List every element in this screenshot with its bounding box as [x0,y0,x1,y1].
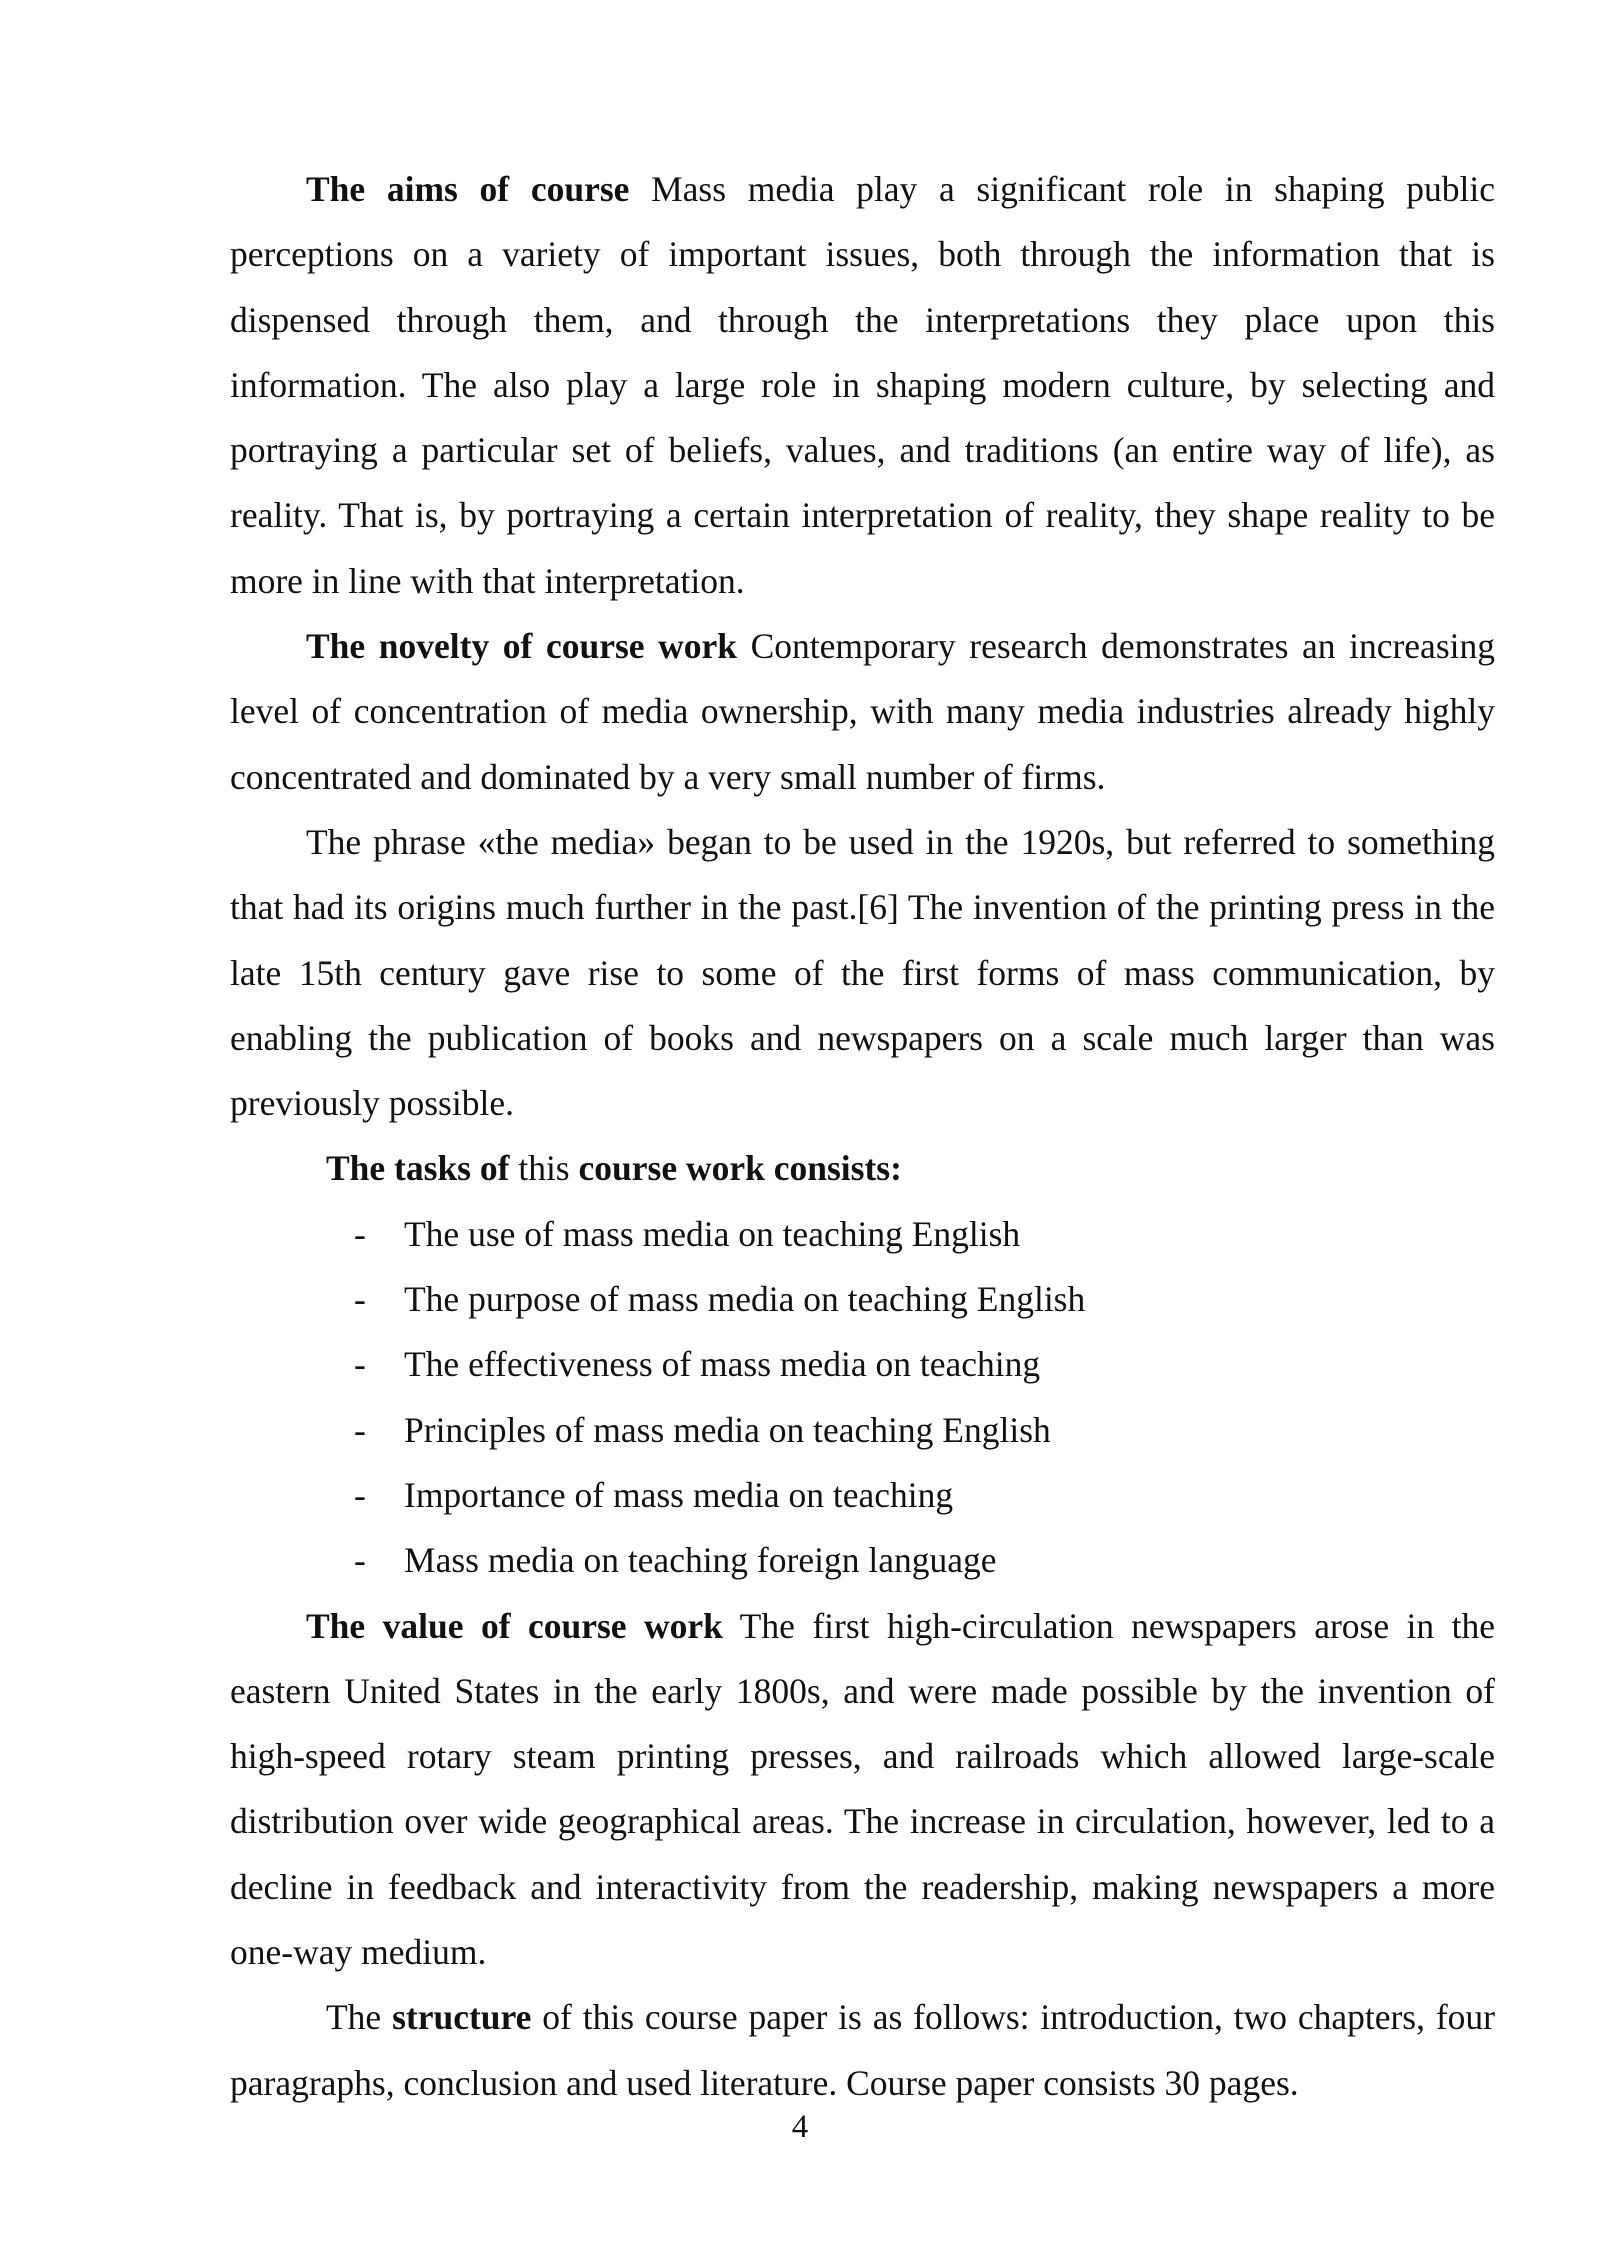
tasks-heading-a: The tasks of [326,1148,510,1189]
value-paragraph [230,1594,1495,1986]
list-item-text: The use of mass media on teaching English [404,1213,1021,1254]
list-item-text: Mass media on teaching foreign language [404,1540,997,1581]
list-item-text: The purpose of mass media on teaching English [404,1279,1086,1320]
list-item-text: Principles of mass media on teaching English [404,1409,1051,1450]
structure-paragraph [230,1985,1495,2116]
novelty-text: Contemporary research demonstrates an increasing level of concentration of media ownership, with many media industries already highly concentrated and dominated by a very small number of firms. [230,626,1495,797]
value-text: The first high-circulation newspapers arose in the eastern United States in the early 1800s, and were made possible by the invention of high-speed rotary steam printing presses, and railroads which allowed large-scale distribution over wide geographical areas. The increase in circulation, however, led to a decline in feedback and interactivity from the readership, making newspapers a more one-way medium. [230,1605,1495,1973]
value-heading: The value of course work [306,1605,723,1646]
dash-marker: - [354,1344,366,1385]
media-history-text: The phrase «the media» began to be used in the 1920s, but referred to something that had its origins much further in the past.[6] The invention of the printing press in the late 15th century gave rise to some of the first forms of mass communication, by enabling the publication of books and newspapers on a scale much larger than was previously possible. [230,821,1495,1124]
list-item [230,1267,1495,1332]
list-item-text: Importance of mass media on teaching [404,1474,954,1515]
dash-marker: - [354,1213,366,1254]
dash-marker: - [354,1409,366,1450]
list-item [230,1463,1495,1528]
media-history-paragraph [230,810,1495,1136]
tasks-list [230,1202,1495,1594]
list-item [230,1528,1495,1593]
list-item-text: The effectiveness of mass media on teaching [404,1344,1041,1385]
tasks-heading-mid: this [509,1148,579,1189]
list-item [230,1202,1495,1267]
novelty-paragraph [230,614,1495,810]
body-text [230,157,1495,2116]
dash-marker: - [354,1279,366,1320]
novelty-heading: The novelty of course work [306,626,738,667]
aims-paragraph [230,157,1495,614]
dash-marker: - [354,1474,366,1515]
list-item [230,1398,1495,1463]
tasks-heading [230,1136,1495,1201]
structure-text: of this course paper is as follows: introduction, two chapters, four paragraphs, conclusion and used literature. Course paper consists 30 pages. [230,1997,1495,2103]
structure-heading: structure [392,1997,532,2038]
structure-pre: The [326,1997,393,2038]
list-item [230,1332,1495,1397]
aims-text: Mass media play a significant role in shaping public perceptions on a variety of important issues, both through the information that is dispensed through them, and through the interpretations they place upon this information. The also play a large role in shaping modern culture, by selecting and portraying a particular set of beliefs, values, and traditions (an entire way of life), as reality. That is, by portraying a certain interpretation of reality, they shape reality to be more in line with that interpretation. [230,169,1495,601]
dash-marker: - [354,1540,366,1581]
aims-heading: The aims of course [306,169,630,209]
page-number: 4 [791,2109,809,2145]
tasks-heading-b: course work consists: [578,1148,902,1189]
